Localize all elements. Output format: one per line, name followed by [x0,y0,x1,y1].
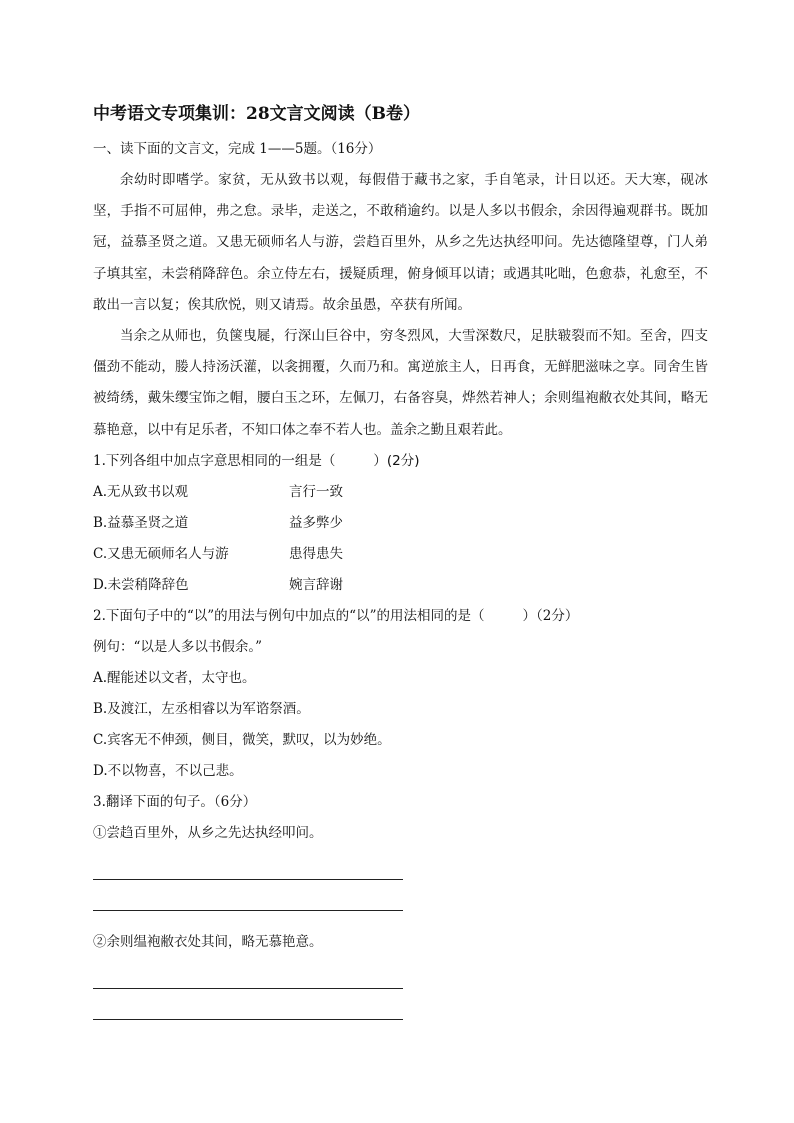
question-2-text: 2.下面句子中的“以”的用法与例句中加点的“以”的用法相同的是（ [93,607,485,624]
question-1-score: ）(2分) [373,452,420,469]
question-1-option-c [93,539,708,570]
option-compare-text: 婉言辞谢 [289,576,343,593]
passage-paragraph-2: 当余之从师也，负箧曳屣，行深山巨谷中，穷冬烈风，大雪深数尺，足肤皲裂而不知。至舍，四支僵劲不能动，媵人持汤沃灌，以衾拥覆，久而乃和。寓逆旅主人，日再食，无鲜肥滋味之享。同舍生皆被绮绣，戴朱缨宝饰之帽，腰白玉之环，左佩刀，右备容臭，烨然若神人；余则缊袍敝衣处其间，略无慕艳意，以中有足乐者，不知口体之奉不若人也。盖余之勤且艰若此。 [93,328,708,438]
option-text: B.益慕圣贤之道 [93,514,189,531]
spacer [93,911,708,927]
question-2-stem [93,601,708,632]
question-2-option-c: C.宾客无不伸颈，侧目，微笑，默叹，以为妙绝。 [93,731,391,748]
option-text: A.无从致书以观 [93,483,189,500]
translation-sentence-1: ①尝趋百里外，从乡之先达执经叩问。 [93,824,323,841]
question-1-option-a [93,477,708,508]
question-3-stem: 3.翻译下面的句子。（6分） [93,793,257,810]
page-title: 中考语文专项集训：28文言文阅读（B卷） [93,104,421,124]
translation-sentence-2: ②余则缊袍敝衣处其间，略无慕艳意。 [93,933,323,950]
question-2-option-a: A.醒能述以文者，太守也。 [93,669,256,686]
option-text: D.未尝稍降辞色 [93,576,189,593]
question-2-score: ）（2分） [522,607,579,624]
answer-line[interactable] [93,879,403,880]
question-1-option-d [93,570,708,601]
passage-paragraph-1: 余幼时即嗜学。家贫，无从致书以观，每假借于藏书之家，手自笔录，计日以还。天大寒，砚冰坚，手指不可屈伸，弗之怠。录毕，走送之，不敢稍逾约。以是人多以书假余，余因得遍观群书。既加冠，益慕圣贤之道。又患无硕师名人与游，尝趋百里外，从乡之先达执经叩问。先达德隆望尊，门人弟子填其室，未尝稍降辞色。余立侍左右，援疑质理，俯身倾耳以请；或遇其叱咄，色愈恭，礼愈至，不敢出一言以复；俟其欣悦，则又请焉。故余虽愚，卒获有所闻。 [93,172,708,313]
question-2-option-d: D.不以物喜，不以己悲。 [93,762,243,779]
question-1-prefix: 1. [93,452,106,469]
document-page [93,100,708,1020]
section-heading: 一、读下面的文言文，完成 1——5题。（16分） [93,141,382,157]
question-1-stem [93,446,708,477]
option-text: C.又患无硕师名人与游 [93,545,229,562]
question-1-option-b [93,508,708,539]
answer-line[interactable] [93,1019,403,1020]
option-compare-text: 益多弊少 [289,514,343,531]
question-2-option-b: B.及渡江，左丞相睿以为军谘祭酒。 [93,700,310,717]
option-compare-text: 患得患失 [289,545,343,562]
question-1-text: 下列各组中加点字意思相同的一组是（ [105,452,336,469]
answer-line[interactable] [93,988,403,989]
option-compare-text: 言行一致 [289,483,343,500]
question-2-example: 例句：“以是人多以书假余。” [93,638,263,655]
